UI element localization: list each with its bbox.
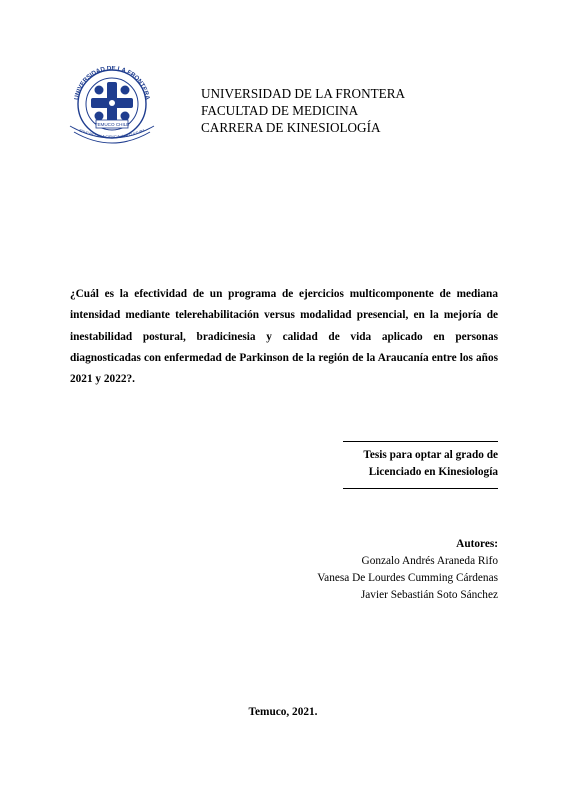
- author-name: Gonzalo Andrés Araneda Rifo: [361, 555, 498, 567]
- seal-outer-text: UNIVERSIDAD DE LA FRONTERA: [73, 66, 151, 101]
- university-name: UNIVERSIDAD DE LA FRONTERA: [201, 86, 406, 101]
- authors-block: [317, 536, 498, 604]
- place-date: Temuco, 2021.: [248, 706, 318, 718]
- institution-header: [201, 85, 405, 136]
- thesis-title: ¿Cuál es la efectividad de un programa de ejercicios multicomponente de mediana intensidad mediante telerehabilitación versus modalidad presencial, en la mejoría de inestabilidad postural, bradicinesia y calidad de vida aplicado en personas diagnosticadas con enfermedad de Parkinson de la región de la Araucanía entre los años 2021 y 2022?.: [70, 288, 498, 386]
- faculty-name: FACULTAD DE MEDICINA: [201, 103, 359, 118]
- authors-label: Autores:: [456, 538, 498, 550]
- program-name: CARRERA DE KINESIOLOGÍA: [201, 120, 381, 135]
- author-name: Vanesa De Lourdes Cumming Cárdenas: [317, 572, 498, 584]
- thesis-bottom-rule: [343, 488, 498, 489]
- seal-ribbon-text: TEMUCO CHILE: [94, 122, 130, 127]
- thesis-degree-line2: Licenciado en Kinesiología: [368, 466, 498, 478]
- university-seal-icon: [64, 66, 160, 152]
- thesis-top-rule: [343, 441, 498, 442]
- author-name: Javier Sebastián Soto Sánchez: [360, 589, 498, 601]
- university-seal: [64, 66, 160, 152]
- thesis-degree-line1: Tesis para optar al grado de: [363, 449, 498, 461]
- thesis-degree: [343, 447, 498, 481]
- seal-bottom-text: EDUCAR EN LA CIENCIA Y LA CULTURA: [78, 128, 146, 140]
